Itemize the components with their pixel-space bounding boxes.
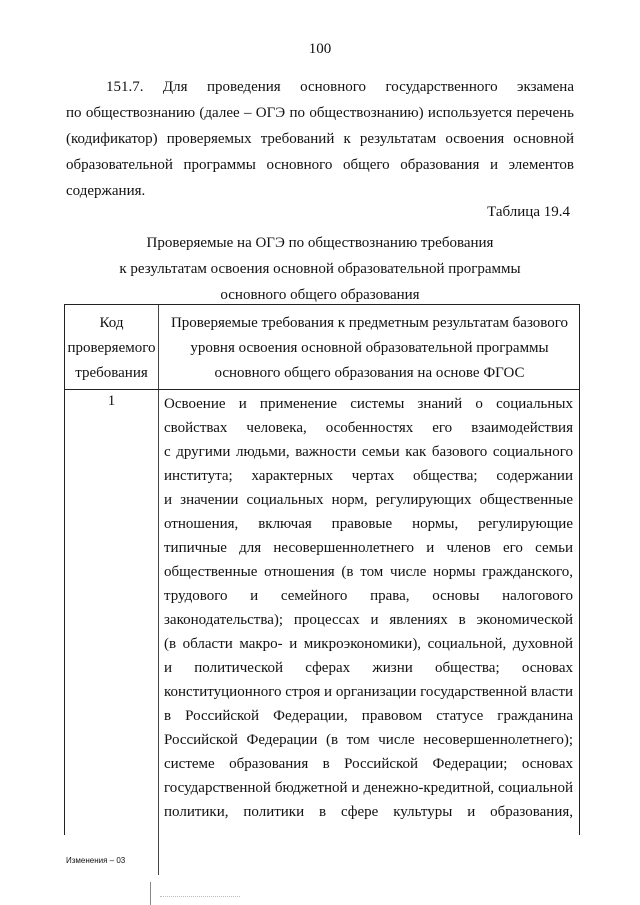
table-label: Таблица 19.4: [487, 204, 570, 220]
header-code-line: проверяемого: [67, 340, 156, 356]
requirement-line: Российской Федерации (в том числе несовершеннолетнего);: [164, 732, 573, 748]
page-number: 100: [308, 41, 332, 57]
requirement-line: Освоение и применение системы знаний о социальных: [164, 396, 573, 412]
requirement-line: конституционного строя и организации государственной власти: [164, 684, 574, 700]
requirement-line: общественные отношения (в том числе нормы гражданского,: [164, 564, 573, 580]
requirement-line: института; характерных чертах общества; содержании: [164, 468, 573, 484]
table-title-line: к результатам освоения основной образовательной программы: [119, 261, 521, 277]
row-requirements-cell: [164, 392, 573, 824]
table-title-line: Проверяемые на ОГЭ по обществознанию требования: [146, 235, 494, 251]
intro-paragraph: [66, 74, 574, 204]
requirement-line: системе образования в Российской Федерации; основах: [164, 756, 573, 772]
header-divider: [65, 389, 580, 390]
paragraph-line: по обществознанию (далее – ОГЭ по обществознанию) используется перечень: [66, 105, 574, 121]
paragraph-line: (кодификатор) проверяемых требований к результатам освоения основной: [66, 131, 574, 147]
requirement-line: (в области макро- и микроэкономики), социальной, духовной: [164, 636, 573, 652]
requirement-line: политики, политики в сфере культуры и образования,: [164, 804, 573, 820]
column-divider: [158, 305, 159, 875]
paragraph-line: 151.7. Для проведения основного государственного экзамена: [106, 79, 574, 95]
scan-artifact: [160, 896, 240, 899]
header-code-line: требования: [75, 365, 148, 381]
scan-artifact: [150, 882, 151, 905]
requirement-line: свойствах человека, особенностях его взаимодействия: [164, 420, 573, 436]
requirement-line: государственной бюджетной и денежно-кредитной, социальной: [164, 780, 573, 796]
header-requirements-line: уровня освоения основной образовательной программы: [190, 340, 549, 356]
header-requirements-line: основного общего образования на основе ФГОС: [214, 365, 525, 381]
header-requirements-line: Проверяемые требования к предметным результатам базового: [170, 315, 569, 331]
requirement-line: отношения, включая правовые нормы, регулирующие: [164, 516, 573, 532]
requirement-line: типичные для несовершеннолетнего и членов его семьи: [164, 540, 573, 556]
header-code-line: Код: [99, 315, 124, 331]
requirements-table: [64, 304, 580, 835]
table-title-line: основного общего образования: [220, 287, 420, 303]
requirement-line: в Российской Федерации, правовом статусе гражданина: [164, 708, 573, 724]
header-requirements-cell: [159, 311, 580, 386]
footer-note: Изменения – 03: [66, 856, 126, 865]
requirement-line: и политической сферах жизни общества; основах: [164, 660, 573, 676]
requirement-line: трудового и семейного права, основы налогового: [164, 588, 573, 604]
header-code-cell: [65, 311, 158, 386]
paragraph-line: содержания.: [66, 183, 146, 199]
requirement-line: и значении социальных норм, регулирующих общественные: [164, 492, 573, 508]
requirement-line: с другими людьми, важности семьи как базового социального: [164, 444, 573, 460]
table-title: [0, 230, 640, 308]
paragraph-line: образовательной программы основного общего образования и элементов: [66, 157, 574, 173]
requirement-line: законодательства); процессах и явлениях в экономической: [164, 612, 573, 628]
row-code-cell: 1: [107, 393, 116, 409]
